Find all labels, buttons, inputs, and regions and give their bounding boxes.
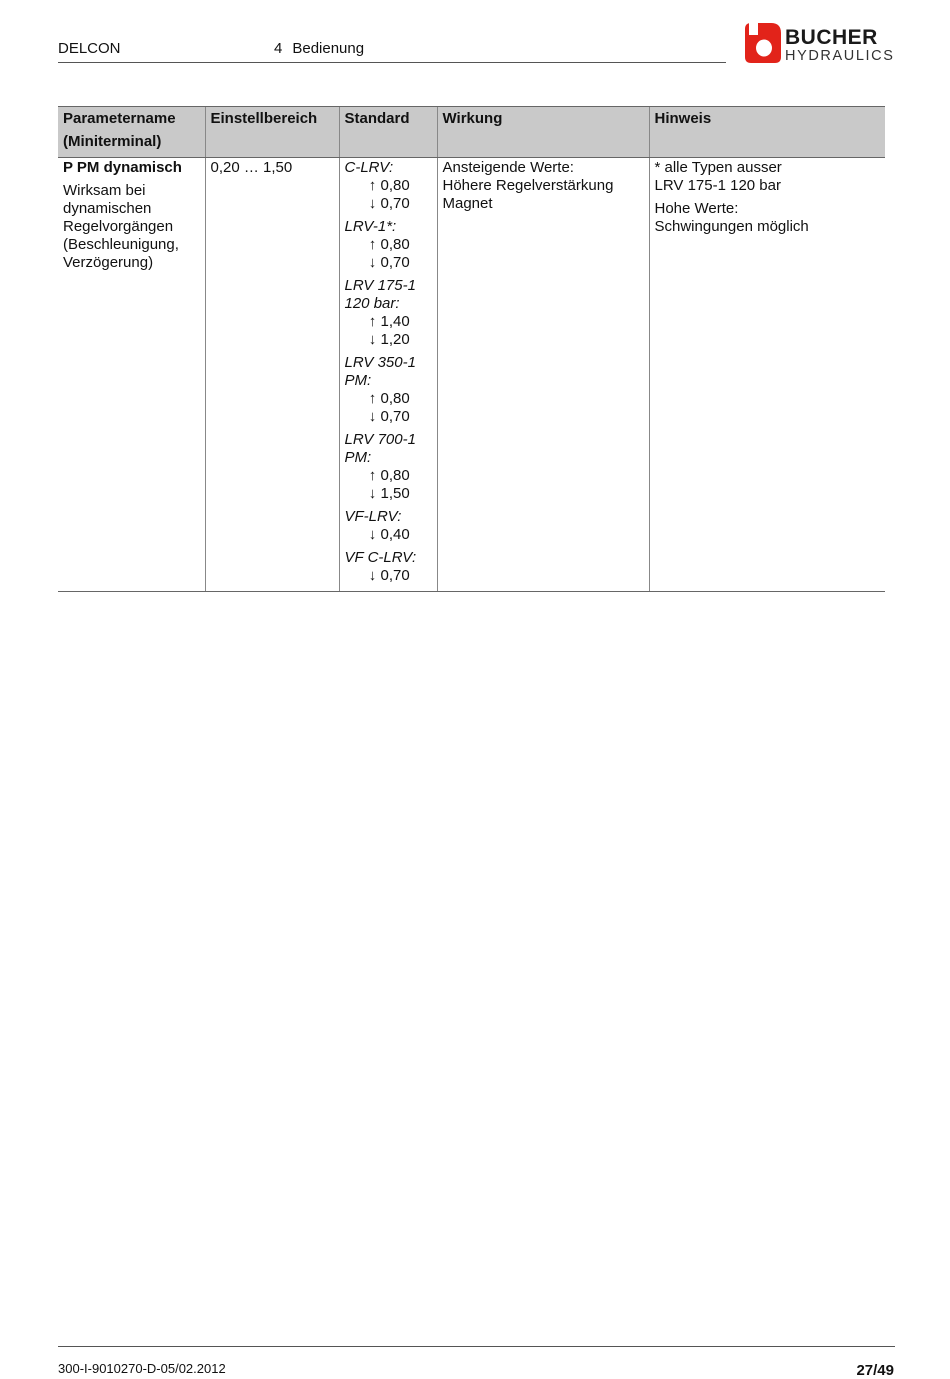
logo-text-hydraulics: HYDRAULICS — [785, 48, 895, 64]
col-header-parametername-label: Parametername (Miniterminal) — [63, 110, 176, 150]
controller-type: C-LRV: — [344, 159, 394, 176]
controller-type: LRV 175-1 120 bar: — [344, 277, 416, 312]
col-header-einstellbereich: Einstellbereich — [205, 107, 339, 158]
value-text: 1,20 — [380, 331, 410, 348]
chapter-title: Bedienung — [292, 40, 365, 57]
standard-value — [345, 236, 432, 254]
arrow-down-icon: ↓ — [368, 331, 377, 348]
standard-value — [345, 331, 432, 349]
document-product-name: DELCON — [58, 40, 121, 57]
value-text: 0,80 — [380, 390, 410, 407]
value-text: 0,70 — [380, 195, 410, 212]
arrow-up-icon: ↑ — [368, 236, 377, 253]
parameter-description: Wirksam bei dynamischen Regelvorgängen (Beschleunigung, Verzögerung) — [63, 182, 179, 271]
logo-text-bucher: BUCHER — [785, 26, 878, 49]
header-divider — [58, 62, 726, 63]
col-header-standard: Standard — [339, 107, 437, 158]
standard-value — [345, 390, 432, 408]
bucher-hydraulics-logo — [745, 22, 905, 66]
page-number: 27/49 — [856, 1362, 894, 1379]
standard-value — [345, 526, 432, 544]
arrow-up-icon: ↑ — [368, 390, 377, 407]
standard-value — [345, 408, 432, 426]
standard-group — [345, 354, 432, 426]
standard-value — [345, 254, 432, 272]
value-text: 0,80 — [380, 177, 410, 194]
effect-line: Höhere Regelverstärkung — [442, 177, 614, 194]
standard-group — [345, 549, 432, 585]
value-text: 1,50 — [380, 485, 410, 502]
cell-hint — [649, 158, 885, 592]
value-text: 0,70 — [380, 567, 410, 584]
controller-type: VF C-LRV: — [344, 549, 417, 566]
chapter-heading — [274, 40, 364, 57]
arrow-down-icon: ↓ — [368, 485, 377, 502]
col-header-wirkung: Wirkung — [437, 107, 649, 158]
bucher-logo-icon — [745, 23, 781, 63]
value-text: 0,80 — [380, 236, 410, 253]
standard-group — [345, 277, 432, 349]
standard-value — [345, 195, 432, 213]
controller-type: LRV 350-1 PM: — [344, 354, 416, 389]
controller-type: LRV 700-1 PM: — [344, 431, 416, 466]
standard-value — [345, 177, 432, 195]
value-text: 0,70 — [380, 408, 410, 425]
standard-value — [345, 467, 432, 485]
hint-line: * alle Typen ausser — [654, 159, 782, 176]
hint-line: LRV 175-1 120 bar — [654, 177, 781, 194]
col-header-hinweis: Hinweis — [649, 107, 885, 158]
table-row — [58, 158, 885, 592]
value-text: 0,40 — [380, 526, 410, 543]
table-header-row — [58, 107, 885, 158]
arrow-down-icon: ↓ — [368, 254, 377, 271]
standard-group — [345, 431, 432, 503]
col-header-parametername — [58, 107, 205, 158]
document-id: 300-I-9010270-D-05/02.2012 — [58, 1361, 226, 1376]
standard-group — [345, 159, 432, 213]
value-text: 0,80 — [380, 467, 410, 484]
chapter-number: 4 — [274, 40, 283, 57]
arrow-down-icon: ↓ — [368, 526, 377, 543]
cell-range: 0,20 … 1,50 — [205, 158, 339, 592]
cell-standard — [339, 158, 437, 592]
standard-value — [345, 313, 432, 331]
footer-divider — [58, 1346, 895, 1347]
hint-line: Schwingungen möglich — [654, 218, 809, 235]
hint-line: Hohe Werte: — [654, 200, 739, 217]
controller-type: LRV-1*: — [344, 218, 397, 235]
standard-group — [345, 218, 432, 272]
arrow-down-icon: ↓ — [368, 408, 377, 425]
arrow-down-icon: ↓ — [368, 195, 377, 212]
standard-value — [345, 567, 432, 585]
cell-parameter — [58, 158, 205, 592]
parameter-table — [58, 106, 885, 592]
arrow-up-icon: ↑ — [368, 467, 377, 484]
value-text: 0,70 — [380, 254, 410, 271]
arrow-up-icon: ↑ — [368, 177, 377, 194]
cell-effect — [437, 158, 649, 592]
parameter-name: P PM dynamisch — [63, 159, 182, 176]
arrow-down-icon: ↓ — [368, 567, 377, 584]
controller-type: VF-LRV: — [344, 508, 402, 525]
effect-line: Ansteigende Werte: — [442, 159, 574, 176]
value-text: 1,40 — [380, 313, 410, 330]
standard-value — [345, 485, 432, 503]
arrow-up-icon: ↑ — [368, 313, 377, 330]
effect-line: Magnet — [442, 195, 493, 212]
standard-group — [345, 508, 432, 544]
